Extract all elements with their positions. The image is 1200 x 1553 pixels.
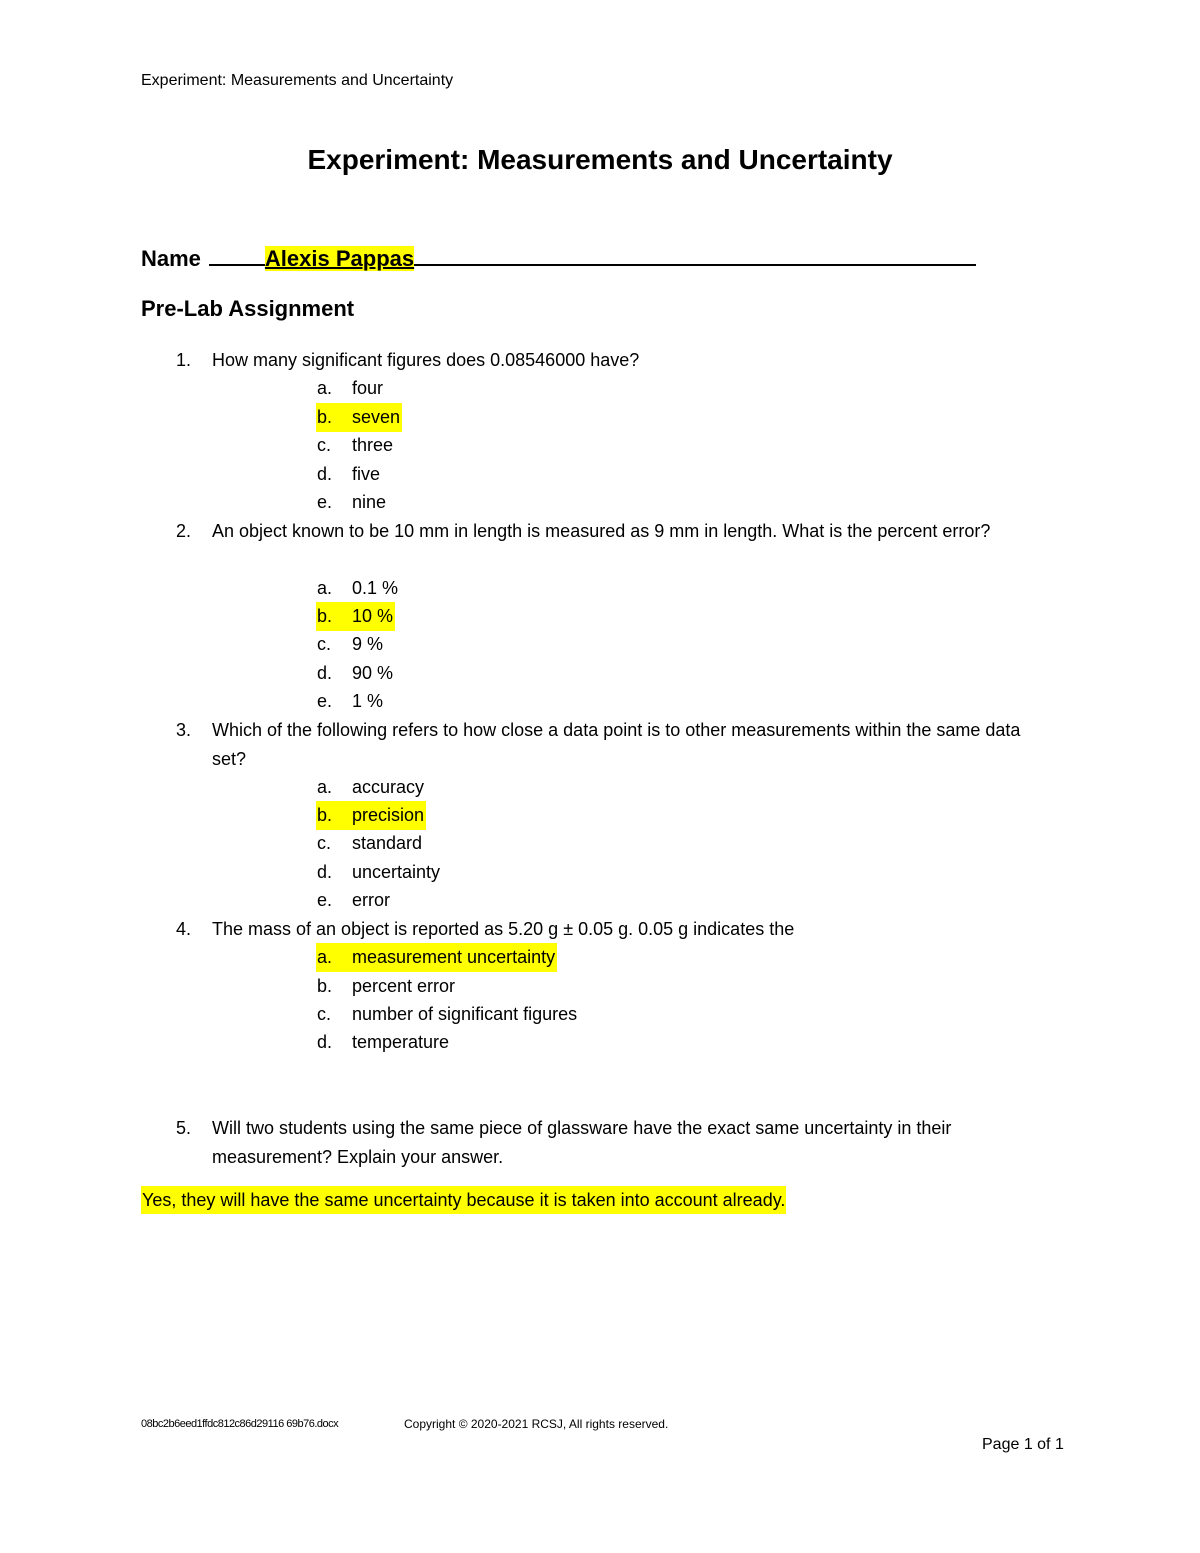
- option-text: standard: [352, 833, 423, 853]
- name-blank-leading: [209, 244, 265, 266]
- option-letter: e.: [317, 492, 333, 512]
- option-text: 9 %: [352, 634, 384, 654]
- question-number: 2.: [176, 521, 192, 541]
- option-letter: d.: [317, 1032, 333, 1052]
- question-text: Which of the following refers to how close a data point is to other measurements within the same data set?: [212, 720, 1021, 769]
- option-letter: b.: [317, 976, 333, 996]
- option-text: error: [352, 890, 391, 910]
- option-text: 90 %: [352, 663, 394, 683]
- name-value: Alexis Pappas: [264, 246, 415, 271]
- option-text: 1 %: [352, 691, 384, 711]
- option-letter: a.: [317, 947, 333, 967]
- section-title: Pre-Lab Assignment: [141, 296, 355, 321]
- option-text: percent error: [352, 976, 456, 996]
- question-number: 1.: [176, 350, 192, 370]
- option-letter: c.: [317, 634, 332, 654]
- question-text: How many significant figures does 0.08546000 have?: [212, 350, 640, 370]
- question-text: Will two students using the same piece of glassware have the exact same uncertainty in their measurement? Explain your answer.: [212, 1118, 952, 1167]
- question-number: 5.: [176, 1118, 192, 1138]
- name-field: [141, 244, 976, 272]
- option-text: measurement uncertainty: [352, 947, 556, 967]
- question-text: An object known to be 10 mm in length is measured as 9 mm in length. What is the percent error?: [212, 521, 991, 541]
- running-header: Experiment: Measurements and Uncertainty: [141, 72, 454, 89]
- option-letter: d.: [317, 663, 333, 683]
- question-text: The mass of an object is reported as 5.20 g ± 0.05 g. 0.05 g indicates the: [212, 919, 795, 939]
- footer-page-number: Page 1 of 1: [982, 1436, 1064, 1453]
- name-label: Name: [141, 246, 201, 271]
- option-text: five: [352, 464, 381, 484]
- option-letter: c.: [317, 1004, 332, 1024]
- option-letter: a.: [317, 578, 333, 598]
- question-number: 4.: [176, 919, 192, 939]
- option-letter: c.: [317, 833, 332, 853]
- question-number: 3.: [176, 720, 192, 740]
- option-letter: b.: [317, 805, 333, 825]
- option-letter: b.: [317, 606, 333, 626]
- name-blank-trailing: [414, 244, 976, 266]
- option-letter: c.: [317, 435, 332, 455]
- option-letter: d.: [317, 862, 333, 882]
- footer-file-name: 08bc2b6eed1ffdc812c86d29116 69b76.docx: [141, 1418, 339, 1430]
- option-letter: b.: [317, 407, 333, 427]
- option-text: accuracy: [352, 777, 425, 797]
- option-text: seven: [352, 407, 401, 427]
- option-text: temperature: [352, 1032, 450, 1052]
- option-text: number of significant figures: [352, 1004, 578, 1024]
- answer-5-text: Yes, they will have the same uncertainty because it is taken into account already.: [141, 1186, 786, 1214]
- option-letter: e.: [317, 890, 333, 910]
- option-text: uncertainty: [352, 862, 441, 882]
- footer-copyright: Copyright © 2020-2021 RCSJ, All rights reserved.: [404, 1417, 669, 1431]
- option-text: precision: [352, 805, 425, 825]
- option-text: nine: [352, 492, 387, 512]
- option-letter: e.: [317, 691, 333, 711]
- option-text: 10 %: [352, 606, 394, 626]
- option-letter: a.: [317, 777, 333, 797]
- option-text: 0.1 %: [352, 578, 399, 598]
- option-text: three: [352, 435, 394, 455]
- option-letter: d.: [317, 464, 333, 484]
- option-letter: a.: [317, 378, 333, 398]
- option-text: four: [352, 378, 384, 398]
- document-title: Experiment: Measurements and Uncertainty: [307, 144, 893, 175]
